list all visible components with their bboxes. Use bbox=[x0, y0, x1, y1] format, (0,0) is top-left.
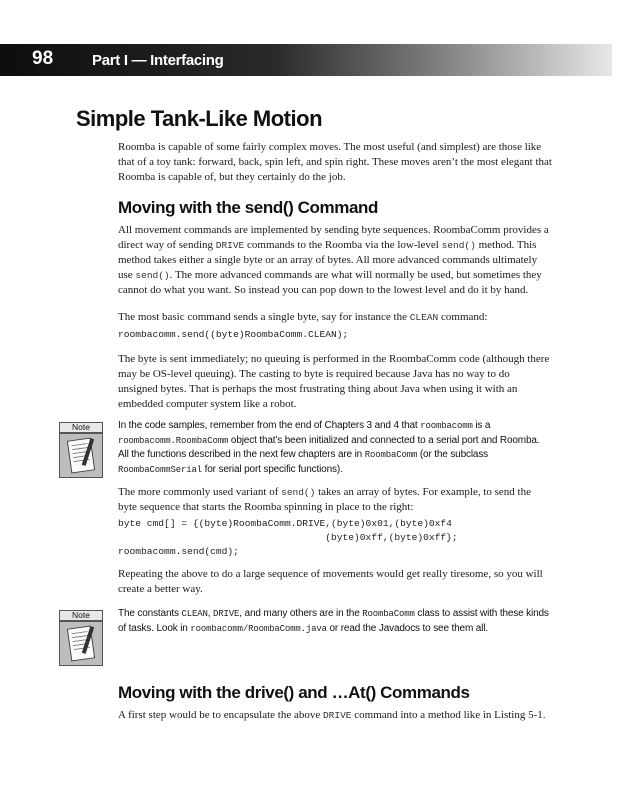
page-number: 98 bbox=[32, 48, 54, 69]
note-constants: The constants CLEAN, DRIVE, and many others are in the RoombaComm class to assist with these kinds of tasks. Look in roombacomm/RoombaComm.java or read the Javadocs to see them all. bbox=[118, 608, 549, 634]
inline-code: CLEAN bbox=[181, 609, 208, 619]
code-block-spin: byte cmd[] = {(byte)RoombaComm.DRIVE,(byte)0x01,(byte)0xf4 (byte)0xff,(byte)0xff}; roombacomm.send(cmd); bbox=[118, 518, 458, 557]
inline-code: roombacomm bbox=[420, 421, 473, 431]
note-icon bbox=[59, 610, 103, 666]
note-label: Note bbox=[59, 610, 103, 621]
paragraph-first-step: A first step would be to encapsulate the above DRIVE command into a method like in Listing 5-1. bbox=[118, 709, 546, 721]
note-code-samples: In the code samples, remember from the end of Chapters 3 and 4 that roombacomm is a roombacomm.RoombaComm object that’s been initialized and connected to a serial port and Roomba. All the functions described in the next few chapters are in RoombaComm (or the subclass RoombaCommSerial for serial port specific functions). bbox=[118, 420, 540, 475]
paragraph-send-intro: All movement commands are implemented by sending byte sequences. RoombaComm provides a direct way of sending DRIVE commands to the Roomba via the low-level send() method. This method takes either a single byte or an array of bytes. All more advanced commands ultimately use send(). The more advanced commands are what will normally be used, but sometimes they cannot do what you want. So instead you can pop down to the lowest level and do it by hand. bbox=[118, 224, 549, 296]
note-pencil-icon bbox=[59, 433, 103, 478]
note-pencil-icon bbox=[59, 621, 103, 666]
intro-paragraph: Roomba is capable of some fairly complex moves. The most useful (and simplest) are those like that of a toy tank: forward, back, spin left, and spin right. These moves aren’t the most elegant that Roomba is capable of, but they certainly do the job. bbox=[118, 141, 552, 183]
note-label: Note bbox=[59, 422, 103, 433]
subsection-heading-send: Moving with the send() Command bbox=[118, 198, 378, 217]
inline-code: send() bbox=[135, 270, 170, 281]
code-block-send-byte: roombacomm.send((byte)RoombaComm.CLEAN); bbox=[118, 329, 349, 340]
paragraph-array-variant: The more commonly used variant of send() takes an array of bytes. For example, to send the byte sequence that starts the Roomba spinning in place to the right: bbox=[118, 486, 531, 513]
inline-code: RoombaCommSerial bbox=[118, 464, 203, 475]
inline-code: RoombaComm bbox=[364, 450, 418, 460]
subsection-heading-drive: Moving with the drive() and …At() Commands bbox=[118, 683, 470, 702]
inline-code: DRIVE bbox=[215, 240, 245, 251]
section-title: Simple Tank-Like Motion bbox=[76, 106, 323, 131]
paragraph-byte-sent: The byte is sent immediately; no queuing is performed in the RoombaComm code (although there may be OS-level queuing). The casting to byte is required because Java has no way to do unsigned bytes. That is perhaps the most frustrating thing about Java when using it with an embedded computer system like a robot. bbox=[118, 353, 550, 410]
inline-code: DRIVE bbox=[322, 710, 352, 721]
inline-code: RoombaComm bbox=[362, 609, 415, 619]
paragraph-repeating: Repeating the above to do a large sequence of movements would get really tiresome, so you will create a better way. bbox=[118, 568, 543, 595]
note-icon bbox=[59, 422, 103, 478]
inline-code: DRIVE bbox=[213, 609, 240, 619]
running-head: Part I — Interfacing bbox=[92, 52, 224, 69]
inline-code: roombacomm/RoombaComm.java bbox=[190, 623, 327, 634]
inline-code: roombacomm.RoombaComm bbox=[118, 435, 229, 446]
paragraph-basic-command: The most basic command sends a single byte, say for instance the CLEAN command: bbox=[118, 311, 488, 323]
inline-code: send() bbox=[441, 240, 476, 251]
inline-code: CLEAN bbox=[409, 312, 439, 323]
inline-code: send() bbox=[281, 487, 316, 498]
